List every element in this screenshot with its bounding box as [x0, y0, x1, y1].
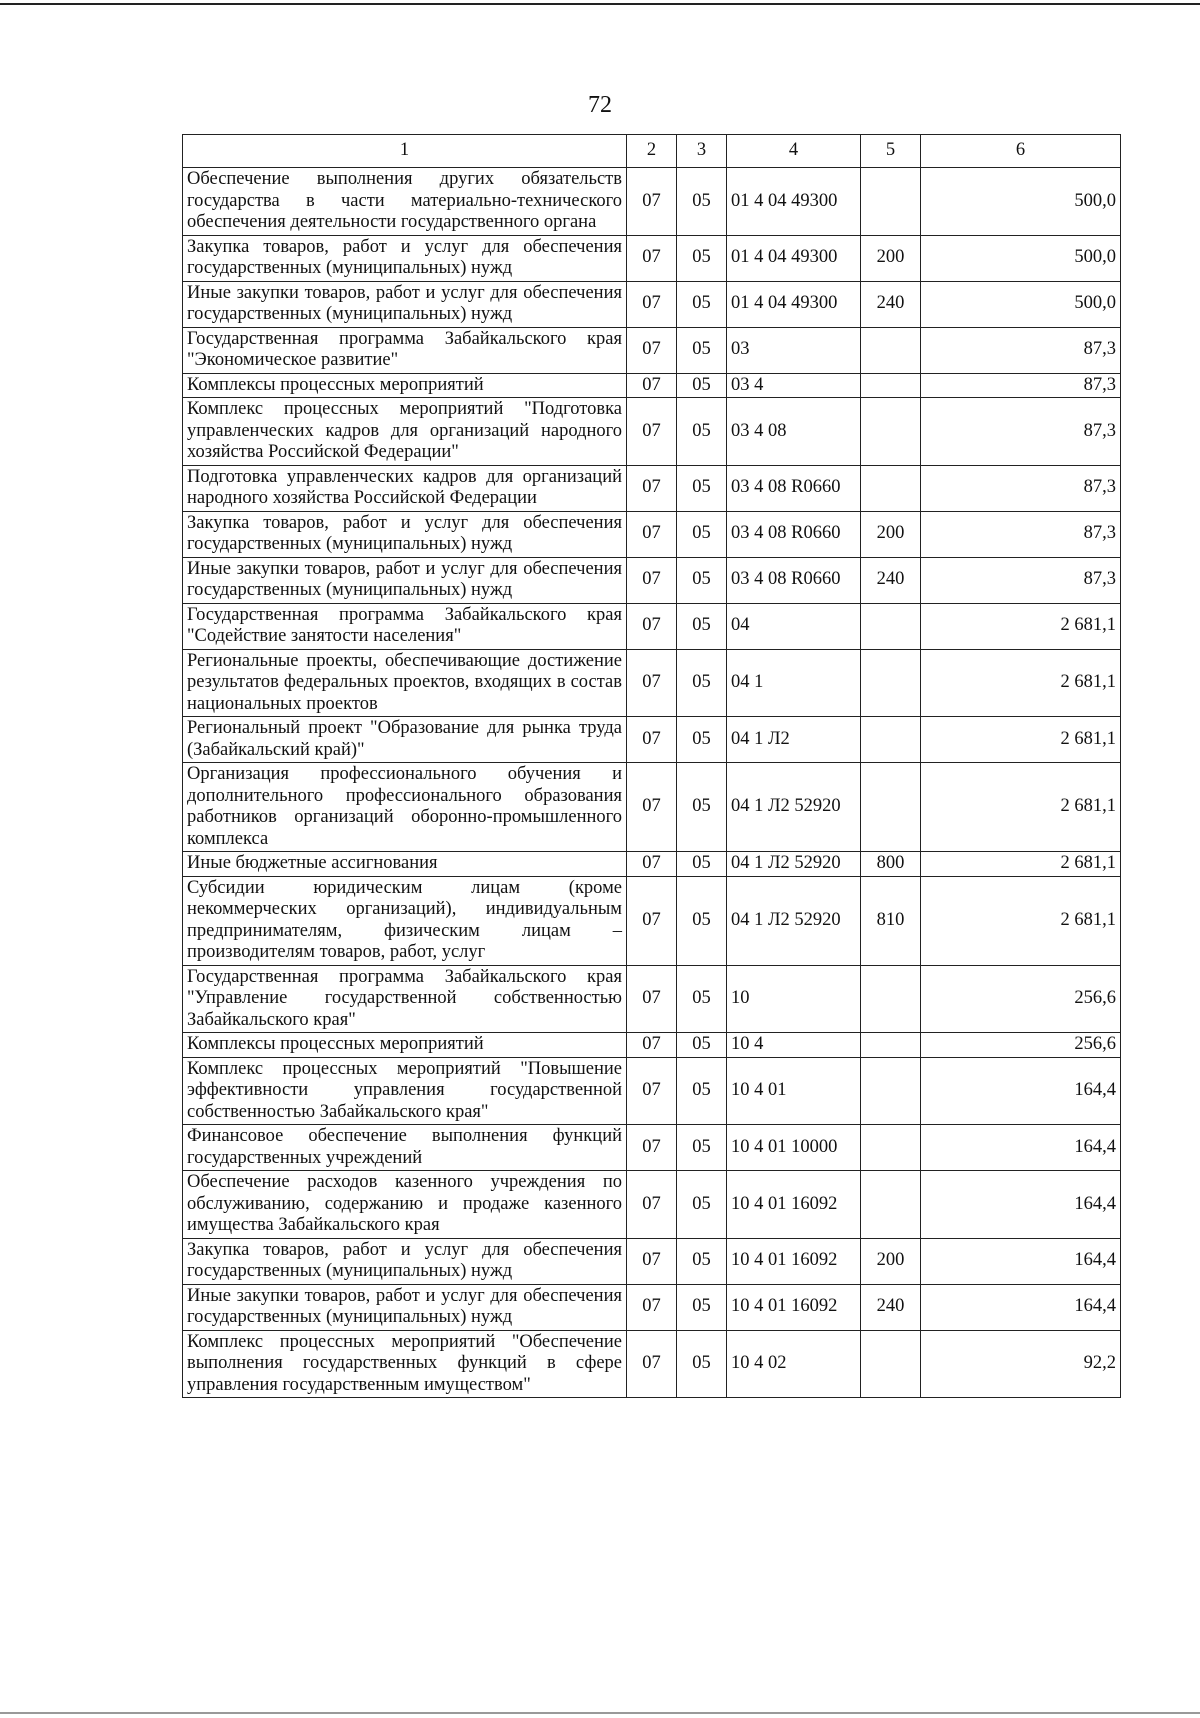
table-row [183, 235, 1121, 281]
table-row [183, 1033, 1121, 1058]
row-expense-type [861, 603, 921, 649]
row-expense-type: 240 [861, 557, 921, 603]
row-section: 07 [627, 1284, 677, 1330]
row-name: Иные закупки товаров, работ и услуг для обеспечения государственных (муниципальных) нужд [183, 557, 627, 603]
table-row [183, 373, 1121, 398]
table-row [183, 281, 1121, 327]
table-row [183, 465, 1121, 511]
row-expense-type [861, 327, 921, 373]
row-name: Региональный проект "Образование для рынка труда (Забайкальский край)" [183, 717, 627, 763]
row-section: 07 [627, 763, 677, 852]
column-header: 5 [861, 135, 921, 168]
row-expense-type: 200 [861, 511, 921, 557]
row-target-code: 04 1 Л2 52920 [727, 876, 861, 965]
row-section: 07 [627, 717, 677, 763]
row-section: 07 [627, 327, 677, 373]
row-subsection: 05 [677, 398, 727, 466]
row-name: Государственная программа Забайкальского края "Экономическое развитие" [183, 327, 627, 373]
row-subsection: 05 [677, 465, 727, 511]
budget-table [182, 134, 1121, 1398]
row-subsection: 05 [677, 235, 727, 281]
row-amount: 500,0 [921, 281, 1121, 327]
table-row [183, 557, 1121, 603]
row-amount: 164,4 [921, 1238, 1121, 1284]
row-subsection: 05 [677, 603, 727, 649]
row-name: Иные закупки товаров, работ и услуг для обеспечения государственных (муниципальных) нужд [183, 1284, 627, 1330]
row-expense-type: 810 [861, 876, 921, 965]
row-target-code: 10 4 01 [727, 1057, 861, 1125]
row-section: 07 [627, 965, 677, 1033]
row-target-code: 03 4 08 [727, 398, 861, 466]
row-amount: 87,3 [921, 511, 1121, 557]
row-section: 07 [627, 1330, 677, 1398]
row-section: 07 [627, 1057, 677, 1125]
row-section: 07 [627, 281, 677, 327]
table-row [183, 327, 1121, 373]
row-name: Комплексы процессных мероприятий [183, 373, 627, 398]
row-target-code: 01 4 04 49300 [727, 281, 861, 327]
row-expense-type [861, 1057, 921, 1125]
row-section: 07 [627, 511, 677, 557]
column-header: 2 [627, 135, 677, 168]
row-target-code: 03 4 [727, 373, 861, 398]
row-amount: 2 681,1 [921, 603, 1121, 649]
row-amount: 2 681,1 [921, 876, 1121, 965]
row-target-code: 10 4 [727, 1033, 861, 1058]
row-expense-type [861, 717, 921, 763]
row-name: Финансовое обеспечение выполнения функций государственных учреждений [183, 1125, 627, 1171]
row-name: Региональные проекты, обеспечивающие достижение результатов федеральных проектов, входящих в состав национальных проектов [183, 649, 627, 717]
table-row [183, 965, 1121, 1033]
row-name: Иные бюджетные ассигнования [183, 852, 627, 877]
row-target-code: 03 4 08 R0660 [727, 511, 861, 557]
row-expense-type [861, 965, 921, 1033]
row-expense-type: 200 [861, 235, 921, 281]
row-subsection: 05 [677, 557, 727, 603]
row-subsection: 05 [677, 1033, 727, 1058]
row-name: Закупка товаров, работ и услуг для обеспечения государственных (муниципальных) нужд [183, 1238, 627, 1284]
row-amount: 92,2 [921, 1330, 1121, 1398]
row-expense-type: 240 [861, 281, 921, 327]
column-header: 1 [183, 135, 627, 168]
row-target-code: 10 4 01 16092 [727, 1284, 861, 1330]
table-row [183, 398, 1121, 466]
row-subsection: 05 [677, 1284, 727, 1330]
table-row [183, 603, 1121, 649]
row-name: Обеспечение расходов казенного учреждения по обслуживанию, содержанию и продаже казенного имущества Забайкальского края [183, 1171, 627, 1239]
row-section: 07 [627, 465, 677, 511]
table-row [183, 168, 1121, 236]
table-row [183, 763, 1121, 852]
page-number: 72 [588, 92, 612, 118]
table-row [183, 876, 1121, 965]
row-subsection: 05 [677, 965, 727, 1033]
row-subsection: 05 [677, 168, 727, 236]
row-target-code: 10 4 01 16092 [727, 1238, 861, 1284]
row-subsection: 05 [677, 373, 727, 398]
row-amount: 500,0 [921, 235, 1121, 281]
row-name: Подготовка управленческих кадров для организаций народного хозяйства Российской Федерации [183, 465, 627, 511]
row-expense-type [861, 1033, 921, 1058]
row-name: Закупка товаров, работ и услуг для обеспечения государственных (муниципальных) нужд [183, 511, 627, 557]
row-target-code: 04 1 Л2 52920 [727, 763, 861, 852]
row-section: 07 [627, 1238, 677, 1284]
row-target-code: 04 1 Л2 [727, 717, 861, 763]
row-amount: 256,6 [921, 965, 1121, 1033]
header-row [183, 135, 1121, 168]
row-amount: 164,4 [921, 1057, 1121, 1125]
row-name: Организация профессионального обучения и дополнительного профессионального образования работников организаций оборонно-промышленного комплекса [183, 763, 627, 852]
row-name: Обеспечение выполнения других обязательств государства в части материально-технического обеспечения деятельности государственного органа [183, 168, 627, 236]
row-target-code: 04 1 Л2 52920 [727, 852, 861, 877]
top-rule [0, 3, 1200, 5]
row-target-code: 10 4 02 [727, 1330, 861, 1398]
row-expense-type [861, 398, 921, 466]
row-target-code: 03 4 08 R0660 [727, 557, 861, 603]
row-expense-type: 200 [861, 1238, 921, 1284]
table-row [183, 1238, 1121, 1284]
row-target-code: 10 [727, 965, 861, 1033]
row-name: Комплексы процессных мероприятий [183, 1033, 627, 1058]
row-target-code: 03 [727, 327, 861, 373]
row-target-code: 01 4 04 49300 [727, 235, 861, 281]
row-subsection: 05 [677, 1057, 727, 1125]
row-section: 07 [627, 373, 677, 398]
row-subsection: 05 [677, 649, 727, 717]
row-section: 07 [627, 235, 677, 281]
table-row [183, 1125, 1121, 1171]
row-amount: 87,3 [921, 373, 1121, 398]
column-header: 6 [921, 135, 1121, 168]
row-target-code: 04 [727, 603, 861, 649]
row-amount: 164,4 [921, 1284, 1121, 1330]
row-expense-type [861, 1330, 921, 1398]
row-expense-type [861, 649, 921, 717]
row-subsection: 05 [677, 1330, 727, 1398]
row-amount: 500,0 [921, 168, 1121, 236]
row-section: 07 [627, 1171, 677, 1239]
row-target-code: 10 4 01 10000 [727, 1125, 861, 1171]
row-subsection: 05 [677, 852, 727, 877]
row-name: Комплекс процессных мероприятий "Подготовка управленческих кадров для организаций народного хозяйства Российской Федерации" [183, 398, 627, 466]
row-name: Комплекс процессных мероприятий "Повышение эффективности управления государственной собственностью Забайкальского края" [183, 1057, 627, 1125]
column-header: 3 [677, 135, 727, 168]
column-header: 4 [727, 135, 861, 168]
row-target-code: 10 4 01 16092 [727, 1171, 861, 1239]
row-amount: 2 681,1 [921, 763, 1121, 852]
row-subsection: 05 [677, 763, 727, 852]
row-subsection: 05 [677, 511, 727, 557]
table-row [183, 717, 1121, 763]
row-amount: 87,3 [921, 327, 1121, 373]
row-section: 07 [627, 1033, 677, 1058]
row-amount: 87,3 [921, 557, 1121, 603]
row-name: Субсидии юридическим лицам (кроме некоммерческих организаций), индивидуальным предпринимателям, физическим лицам – производителям товаров, работ, услуг [183, 876, 627, 965]
row-subsection: 05 [677, 876, 727, 965]
row-name: Комплекс процессных мероприятий "Обеспечение выполнения государственных функций в сфере управления государственным имуществом" [183, 1330, 627, 1398]
row-name: Иные закупки товаров, работ и услуг для обеспечения государственных (муниципальных) нужд [183, 281, 627, 327]
row-section: 07 [627, 603, 677, 649]
row-section: 07 [627, 649, 677, 717]
row-name: Государственная программа Забайкальского края "Содействие занятости населения" [183, 603, 627, 649]
table-row [183, 1057, 1121, 1125]
row-amount: 256,6 [921, 1033, 1121, 1058]
row-expense-type [861, 1171, 921, 1239]
table-row [183, 649, 1121, 717]
row-section: 07 [627, 1125, 677, 1171]
row-section: 07 [627, 398, 677, 466]
row-expense-type [861, 373, 921, 398]
bottom-rule [0, 1712, 1200, 1714]
row-expense-type: 240 [861, 1284, 921, 1330]
row-subsection: 05 [677, 1171, 727, 1239]
row-target-code: 01 4 04 49300 [727, 168, 861, 236]
row-name: Государственная программа Забайкальского края "Управление государственной собственностью Забайкальского края" [183, 965, 627, 1033]
row-section: 07 [627, 168, 677, 236]
row-expense-type [861, 465, 921, 511]
row-expense-type [861, 168, 921, 236]
row-amount: 2 681,1 [921, 852, 1121, 877]
row-subsection: 05 [677, 717, 727, 763]
row-amount: 2 681,1 [921, 649, 1121, 717]
row-expense-type: 800 [861, 852, 921, 877]
row-amount: 164,4 [921, 1171, 1121, 1239]
row-section: 07 [627, 876, 677, 965]
row-target-code: 04 1 [727, 649, 861, 717]
row-section: 07 [627, 557, 677, 603]
row-target-code: 03 4 08 R0660 [727, 465, 861, 511]
row-subsection: 05 [677, 1125, 727, 1171]
row-amount: 164,4 [921, 1125, 1121, 1171]
table-row [183, 1284, 1121, 1330]
table-row [183, 511, 1121, 557]
table-row [183, 1330, 1121, 1398]
row-expense-type [861, 1125, 921, 1171]
row-amount: 87,3 [921, 398, 1121, 466]
row-subsection: 05 [677, 281, 727, 327]
table-body [183, 168, 1121, 1398]
table-row [183, 852, 1121, 877]
row-expense-type [861, 763, 921, 852]
row-name: Закупка товаров, работ и услуг для обеспечения государственных (муниципальных) нужд [183, 235, 627, 281]
row-subsection: 05 [677, 327, 727, 373]
row-amount: 87,3 [921, 465, 1121, 511]
row-section: 07 [627, 852, 677, 877]
row-subsection: 05 [677, 1238, 727, 1284]
row-amount: 2 681,1 [921, 717, 1121, 763]
table-row [183, 1171, 1121, 1239]
